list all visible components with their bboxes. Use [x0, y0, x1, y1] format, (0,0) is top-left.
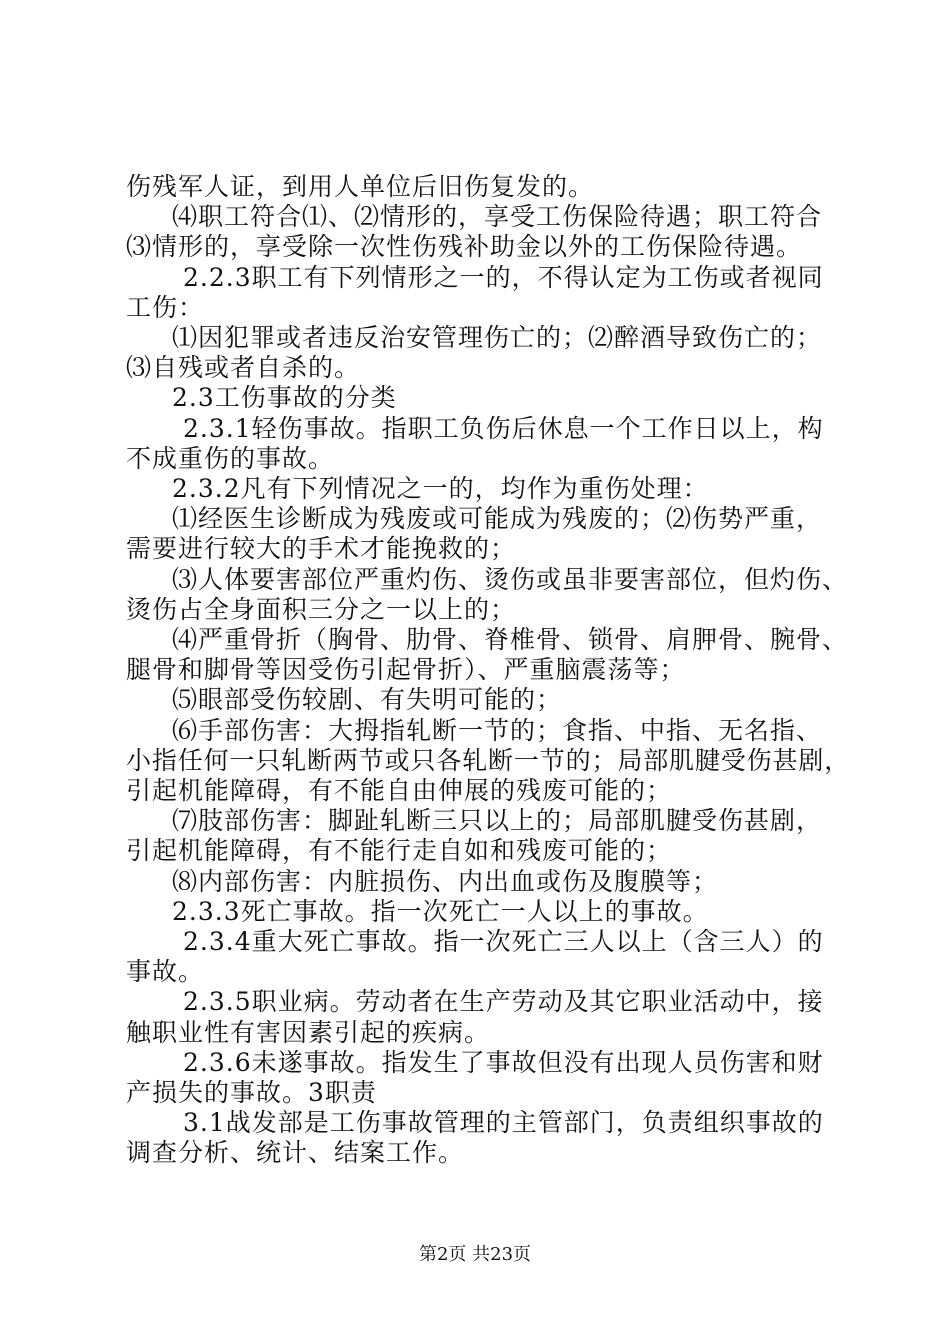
- text-line: ⑺肢部伤害：脚趾轧断三只以上的；局部肌腱受伤甚剧，: [172, 806, 823, 835]
- text-line: ⑶自残或者自杀的。: [126, 353, 361, 382]
- text-line: 伤残军人证，到用人单位后旧伤复发的。: [126, 172, 595, 201]
- text-line: 2.3.6未遂事故。指发生了事故但没有出现人员伤害和财: [183, 1048, 824, 1077]
- text-line: 工伤：: [126, 293, 205, 322]
- section-heading: 2.3工伤事故的分类: [172, 383, 397, 412]
- text-line: 需要进行较大的手术才能挽救的；: [126, 534, 517, 563]
- text-line: 烫伤占全身面积三分之一以上的；: [126, 595, 517, 624]
- text-line: 2.3.4重大死亡事故。指一次死亡三人以上（含三人）的: [183, 927, 824, 956]
- text-line: ⑶人体要害部位严重灼伤、烫伤或虽非要害部位，但灼伤、: [172, 565, 849, 594]
- text-line: ⑷严重骨折（胸骨、肋骨、脊椎骨、锁骨、肩胛骨、腕骨、: [172, 625, 849, 654]
- text-line: 触职业性有害因素引起的疾病。: [126, 1018, 491, 1047]
- text-line: 事故。: [126, 957, 205, 986]
- page-number-footer: 第2页 共23页: [418, 1244, 532, 1265]
- text-line: ⑴因犯罪或者违反治安管理伤亡的；⑵醉酒导致伤亡的；: [172, 323, 823, 352]
- text-line: ⑶情形的，享受除一次性伤残补助金以外的工伤保险待遇。: [126, 232, 803, 261]
- text-line: 引起机能障碍，有不能行走自如和残废可能的；: [126, 836, 673, 865]
- text-line: 不成重伤的事故。: [126, 444, 335, 473]
- text-line: 引起机能障碍，有不能自由伸展的残废可能的；: [126, 776, 673, 805]
- text-line: 腿骨和脚骨等因受伤引起骨折）、严重脑震荡等；: [126, 655, 686, 684]
- text-line: ⑸眼部受伤较剧、有失明可能的；: [172, 685, 563, 714]
- text-line: 2.3.2凡有下列情况之一的，均作为重伤处理：: [172, 474, 709, 503]
- text-line: 2.3.3死亡事故。指一次死亡一人以上的事故。: [172, 897, 709, 926]
- text-line: ⑹手部伤害：大拇指轧断一节的；食指、中指、无名指、: [172, 716, 823, 745]
- text-line: 2.3.1轻伤事故。指职工负伤后休息一个工作日以上，构: [183, 414, 824, 443]
- text-line: 3.1战发部是工伤事故管理的主管部门，负责组织事故的: [183, 1108, 824, 1137]
- text-line: ⑴经医生诊断成为残废或可能成为残废的；⑵伤势严重，: [172, 504, 823, 533]
- text-line: 小指任何一只轧断两节或只各轧断一节的；局部肌腱受伤甚剧，: [126, 746, 851, 775]
- text-line: 2.2.3职工有下列情形之一的，不得认定为工伤或者视同: [183, 263, 824, 292]
- text-line: ⑷职工符合⑴、⑵情形的，享受工伤保险待遇；职工符合: [172, 202, 823, 231]
- text-line: 调查分析、统计、结案工作。: [126, 1138, 465, 1167]
- text-line: ⑻内部伤害：内脏损伤、内出血或伤及腹膜等；: [172, 867, 719, 896]
- text-line: 2.3.5职业病。劳动者在生产劳动及其它职业活动中，接: [183, 987, 824, 1016]
- text-line: 产损失的事故。3职责: [126, 1078, 377, 1107]
